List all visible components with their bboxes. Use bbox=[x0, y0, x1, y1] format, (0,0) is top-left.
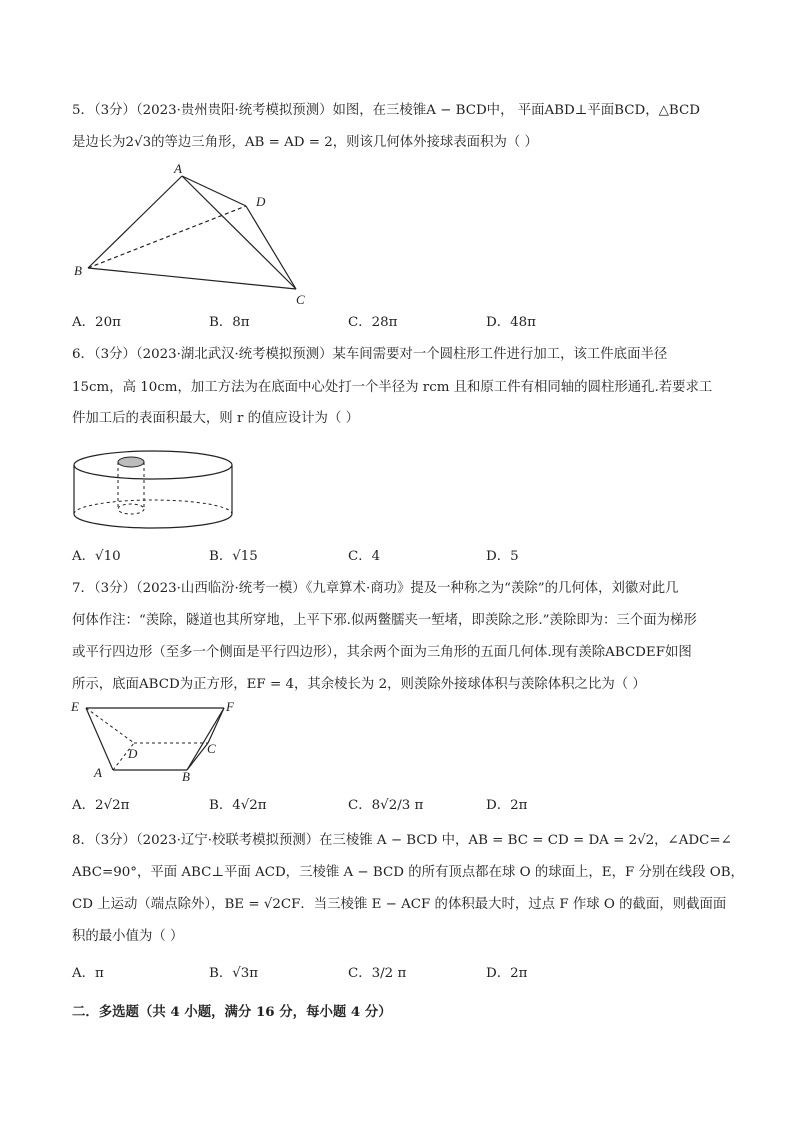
q7-label-d: D bbox=[128, 746, 138, 761]
q7-label-f: F bbox=[226, 699, 234, 714]
q8-line-4: 积的最小值为（ ） bbox=[72, 929, 184, 944]
q8-option-b: B．√3π bbox=[209, 966, 259, 981]
q8-option-c: C．3/2 π bbox=[348, 966, 407, 981]
q5-line-1: 5．（3分）（2023·贵州贵阳·统考模拟预测）如图，在三棱锥A − BCD中， 平面ABD⊥平面BCD，△BCD bbox=[72, 103, 700, 118]
q8-line-1: 8．（3分）（2023·辽宁·校联考模拟预测）在三棱锥 A − BCD 中，AB = BC = CD = DA = 2√2，∠ADC=∠ bbox=[72, 833, 732, 848]
q5-option-c: C．28π bbox=[348, 315, 398, 330]
q7-label-a: A bbox=[94, 765, 102, 780]
q6-line-3: 件加工后的表面积最大，则 r 的值应设计为（ ） bbox=[72, 411, 359, 426]
q6-option-c: C．4 bbox=[348, 549, 381, 564]
q6-option-a: A．√10 bbox=[72, 549, 121, 564]
section-heading-multiple-choice: 二．多选题（共 4 小题，满分 16 分，每小题 4 分） bbox=[72, 1004, 392, 1020]
q7-option-a: A．2√2π bbox=[72, 798, 130, 813]
q7-xianchu-figure bbox=[68, 698, 258, 786]
q5-option-d: D．48π bbox=[486, 315, 536, 330]
q8-line-2: ABC=90°，平面 ABC⊥平面 ACD，三棱锥 A − BCD 的所有顶点都在球 O 的球面上，E，F 分别在线段 OB， bbox=[72, 865, 744, 880]
q7-option-d: D．2π bbox=[486, 798, 528, 813]
q7-line-1: 7．（3分）（2023·山西临汾·统考一模）《九章算术·商功》提及一种称之为“羡除”的几何体，刘徽对此几 bbox=[72, 581, 679, 596]
q5-tetrahedron-figure bbox=[70, 158, 320, 308]
q6-option-d: D．5 bbox=[486, 549, 519, 564]
q8-line-3: CD 上运动（端点除外），BE = √2CF．当三棱锥 E − ACF 的体积最大时，过点 F 作球 O 的截面，则截面面 bbox=[72, 897, 727, 912]
q8-option-d: D．2π bbox=[486, 966, 528, 981]
q6-cylinder-figure bbox=[70, 448, 236, 538]
q7-option-c: C．8√2/3 π bbox=[348, 798, 424, 813]
q5-label-a: A bbox=[174, 161, 182, 176]
q7-line-3: 或平行四边形（至多一个侧面是平行四边形），其余两个面为三角形的五面几何体.现有羡除ABCDEF如图 bbox=[72, 645, 692, 660]
q7-label-c: C bbox=[207, 741, 216, 756]
q7-line-2: 何体作注：“羡除，隧道也其所穿地，上平下邪.似两鳖臑夹一堑堵，即羡除之形.”羡除即为：三个面为梯形 bbox=[72, 613, 697, 628]
q5-option-a: A．20π bbox=[72, 315, 121, 330]
q6-option-b: B．√15 bbox=[209, 549, 258, 564]
q5-option-b: B．8π bbox=[209, 315, 250, 330]
q7-line-4: 所示，底面ABCD为正方形，EF = 4，其余棱长为 2，则羡除外接球体积与羡除体积之比为（ ） bbox=[72, 677, 646, 692]
q7-option-b: B．4√2π bbox=[209, 798, 267, 813]
q7-label-b: B bbox=[182, 769, 190, 784]
q6-line-1: 6．（3分）（2023·湖北武汉·统考模拟预测）某车间需要对一个圆柱形工件进行加工，该工件底面半径 bbox=[72, 347, 668, 362]
q5-label-c: C bbox=[296, 292, 305, 307]
q7-label-e: E bbox=[71, 699, 79, 714]
q5-label-b: B bbox=[74, 263, 82, 278]
q6-line-2: 15cm，高 10cm，加工方法为在底面中心处打一个半径为 rcm 且和原工件有相同轴的圆柱形通孔.若要求工 bbox=[72, 380, 713, 395]
q8-option-a: A．π bbox=[72, 966, 104, 981]
q5-label-d: D bbox=[256, 194, 266, 209]
q5-line-2: 是边长为2√3的等边三角形，AB = AD = 2，则该几何体外接球表面积为（ ） bbox=[72, 135, 538, 150]
